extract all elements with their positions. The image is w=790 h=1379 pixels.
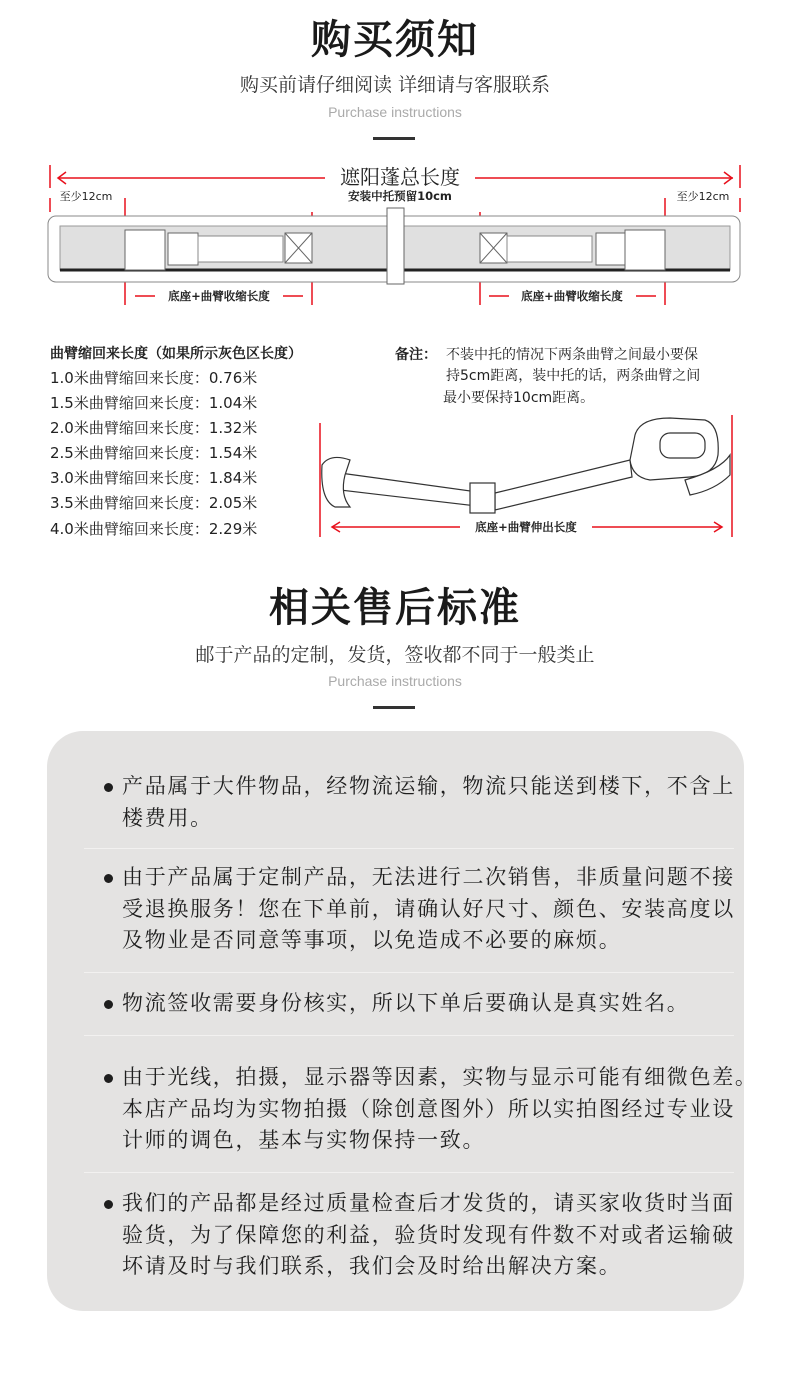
retract-right-label: 底座+曲臂收缩长度 bbox=[521, 289, 623, 303]
retract-row: 1.0米曲臂缩回来长度：0.76米 bbox=[50, 369, 258, 387]
section-subtitle: 邮于产品的定制，发货，签收都不同于一般类止 bbox=[195, 644, 595, 666]
note-line: 最小要保持10cm距离。 bbox=[443, 390, 595, 406]
bullet-icon bbox=[104, 1200, 113, 1209]
min-right-label: 至少12cm bbox=[676, 190, 730, 203]
section-english: Purchase instructions bbox=[328, 673, 462, 689]
policy-item: 我们的产品都是经过质量检查后才发货的，请买家收货时当面 验货，为了保障您的利益，验货时发现有件数不对或者运输破 坏请及时与我们联系，我们会及时给出解决方案。 bbox=[84, 1188, 724, 1283]
policy-item: 物流签收需要身份核实，所以下单后要确认是真实姓名。 bbox=[84, 988, 724, 1020]
bullet-icon bbox=[104, 874, 113, 883]
note-line: 持5cm距离，装中托的话，两条曲臂之间 bbox=[446, 368, 701, 384]
section-title-after-sales: 相关售后标准 bbox=[269, 585, 521, 631]
divider bbox=[84, 848, 734, 849]
min-left-label: 至少12cm bbox=[59, 190, 113, 203]
center-reserve-label: 安装中托预留10cm bbox=[348, 189, 452, 203]
bullet-icon bbox=[104, 1000, 113, 1009]
divider bbox=[84, 1172, 734, 1173]
divider bbox=[84, 1035, 734, 1036]
section-subtitle: 购买前请仔细阅读 详细请与客服联系 bbox=[239, 74, 551, 96]
policy-item: 由于光线，拍摄，显示器等因素，实物与显示可能有细微色差。 本店产品均为实物拍摄（除创意图外）所以实拍图经过专业设 计师的调色，基本与实物保持一致。 bbox=[84, 1062, 724, 1157]
awning-length-diagram bbox=[0, 160, 790, 320]
divider bbox=[84, 972, 734, 973]
section-english: Purchase instructions bbox=[328, 104, 462, 120]
policy-item: 产品属于大件物品，经物流运输，物流只能送到楼下，不含上 楼费用。 bbox=[84, 771, 724, 834]
divider-bar bbox=[373, 706, 415, 709]
divider-bar bbox=[373, 137, 415, 140]
note-label: 备注： bbox=[395, 347, 437, 363]
bullet-icon bbox=[104, 783, 113, 792]
retract-table-header: 曲臂缩回来长度（如果所示灰色区长度） bbox=[50, 346, 302, 362]
bullet-icon bbox=[104, 1074, 113, 1083]
retract-left-label: 底座+曲臂收缩长度 bbox=[168, 289, 270, 303]
policy-item: 由于产品属于定制产品，无法进行二次销售，非质量问题不接 受退换服务！您在下单前，请确认好尺寸、颜色、安装高度以 及物业是否同意等事项，以免造成不必要的麻烦。 bbox=[84, 862, 724, 957]
section-title-purchase: 购买须知 bbox=[311, 17, 479, 63]
after-sales-card bbox=[47, 731, 758, 1311]
total-length-label: 遮阳蓬总长度 bbox=[340, 165, 460, 189]
note-line: 不装中托的情况下两条曲臂之间最小要保 bbox=[446, 347, 698, 363]
retract-row: 4.0米曲臂缩回来长度：2.29米 bbox=[50, 520, 258, 538]
retract-row: 3.0米曲臂缩回来长度：1.84米 bbox=[50, 469, 258, 487]
retract-row: 1.5米曲臂缩回来长度：1.04米 bbox=[50, 394, 258, 412]
retract-row: 2.0米曲臂缩回来长度：1.32米 bbox=[50, 419, 258, 437]
retract-row: 3.5米曲臂缩回来长度：2.05米 bbox=[50, 494, 258, 512]
folding-arm-diagram bbox=[310, 415, 750, 545]
retract-row: 2.5米曲臂缩回来长度：1.54米 bbox=[50, 444, 258, 462]
extend-length-label: 底座+曲臂伸出长度 bbox=[475, 520, 577, 534]
